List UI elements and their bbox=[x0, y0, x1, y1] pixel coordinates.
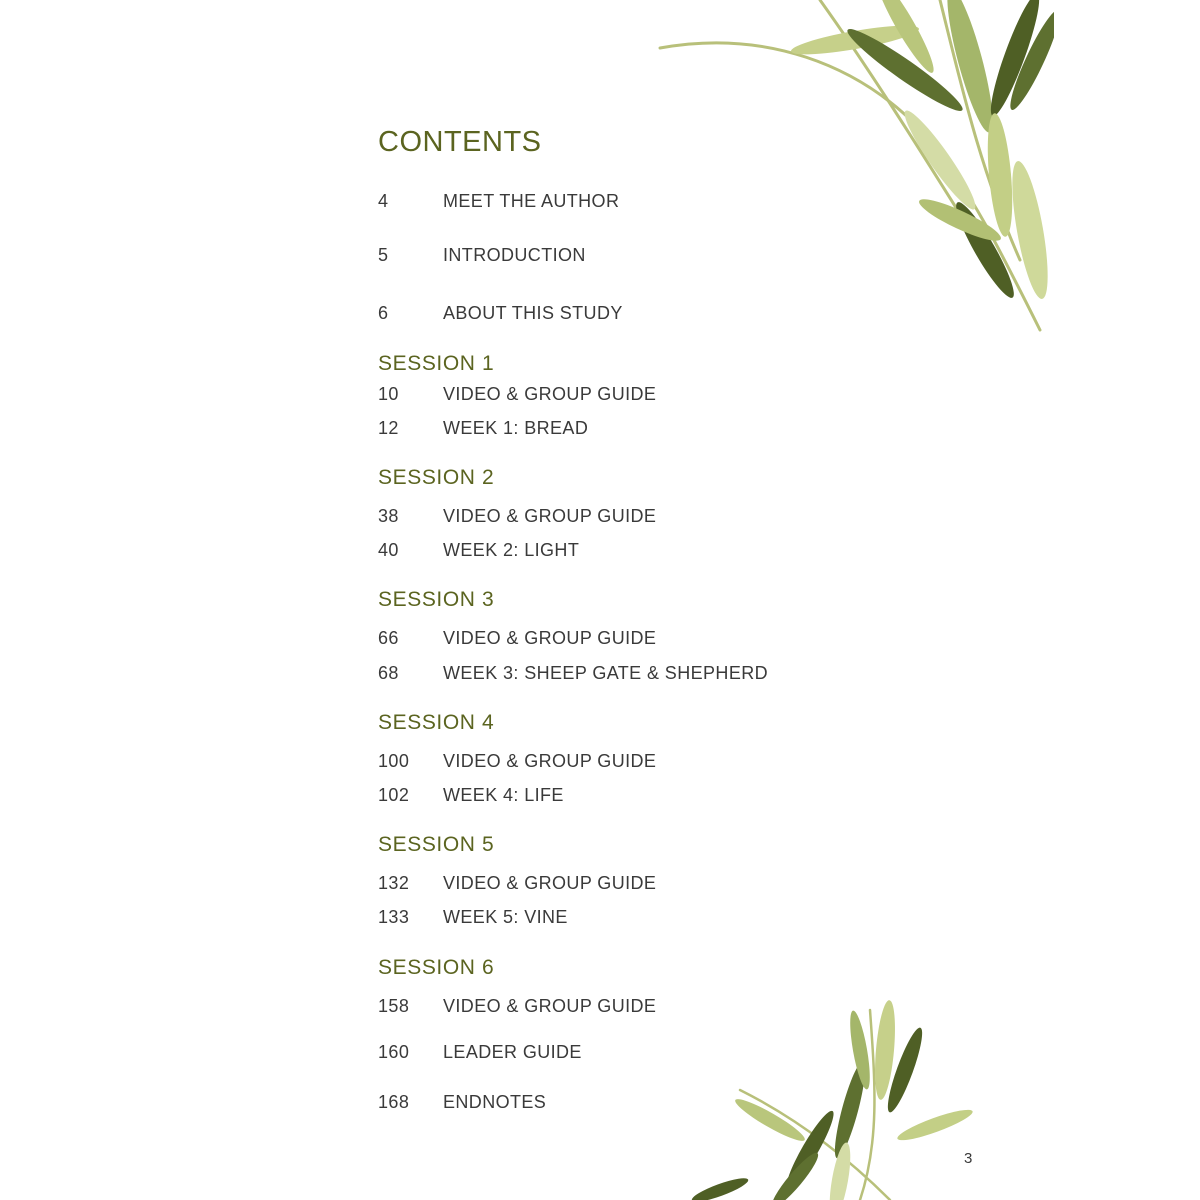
toc-page-number: 4 bbox=[378, 191, 389, 211]
page-number: 3 bbox=[964, 1150, 973, 1167]
toc-page-number: 68 bbox=[378, 663, 399, 683]
toc-page-number: 6 bbox=[378, 303, 389, 323]
toc-entry-label: WEEK 3: SHEEP GATE & SHEPHERD bbox=[443, 663, 769, 683]
toc-entry-label: LEADER GUIDE bbox=[443, 1042, 582, 1062]
toc-page-number: 100 bbox=[378, 751, 410, 771]
toc-entry-label: VIDEO & GROUP GUIDE bbox=[443, 506, 657, 526]
toc-page-number: 160 bbox=[378, 1042, 410, 1062]
toc-page-number: 38 bbox=[378, 506, 399, 526]
toc-entry-label: VIDEO & GROUP GUIDE bbox=[443, 384, 657, 404]
session-heading: SESSION 1 bbox=[378, 352, 495, 375]
session-heading: SESSION 3 bbox=[378, 588, 495, 611]
toc-page-number: 158 bbox=[378, 996, 410, 1016]
olive-branch-icon bbox=[640, 0, 1054, 345]
toc-entry-label: WEEK 4: LIFE bbox=[443, 785, 564, 805]
toc-entry-label: WEEK 1: BREAD bbox=[443, 418, 589, 438]
toc-entry-label: VIDEO & GROUP GUIDE bbox=[443, 996, 657, 1016]
toc-entry-label: VIDEO & GROUP GUIDE bbox=[443, 628, 657, 648]
session-heading: SESSION 5 bbox=[378, 833, 495, 856]
toc-entry-label: INTRODUCTION bbox=[443, 245, 586, 265]
toc-page-number: 66 bbox=[378, 628, 399, 648]
session-heading: SESSION 6 bbox=[378, 956, 495, 979]
toc-page-number: 102 bbox=[378, 785, 410, 805]
olive-branch-icon bbox=[690, 990, 990, 1200]
toc-entry-label: ABOUT THIS STUDY bbox=[443, 303, 623, 323]
toc-entry-label: WEEK 2: LIGHT bbox=[443, 540, 580, 560]
toc-page-number: 10 bbox=[378, 384, 399, 404]
toc-entry-label: ENDNOTES bbox=[443, 1092, 547, 1112]
session-heading: SESSION 2 bbox=[378, 466, 495, 489]
toc-page-number: 5 bbox=[378, 245, 389, 265]
toc-entry-label: WEEK 5: VINE bbox=[443, 907, 568, 927]
toc-page-number: 40 bbox=[378, 540, 399, 560]
toc-entry-label: VIDEO & GROUP GUIDE bbox=[443, 751, 657, 771]
toc-page-number: 12 bbox=[378, 418, 399, 438]
session-heading: SESSION 4 bbox=[378, 711, 495, 734]
toc-page-number: 132 bbox=[378, 873, 410, 893]
toc-page-number: 168 bbox=[378, 1092, 410, 1112]
page-title: CONTENTS bbox=[378, 126, 542, 158]
toc-entry-label: VIDEO & GROUP GUIDE bbox=[443, 873, 657, 893]
toc-entry-label: MEET THE AUTHOR bbox=[443, 191, 620, 211]
toc-page-number: 133 bbox=[378, 907, 410, 927]
